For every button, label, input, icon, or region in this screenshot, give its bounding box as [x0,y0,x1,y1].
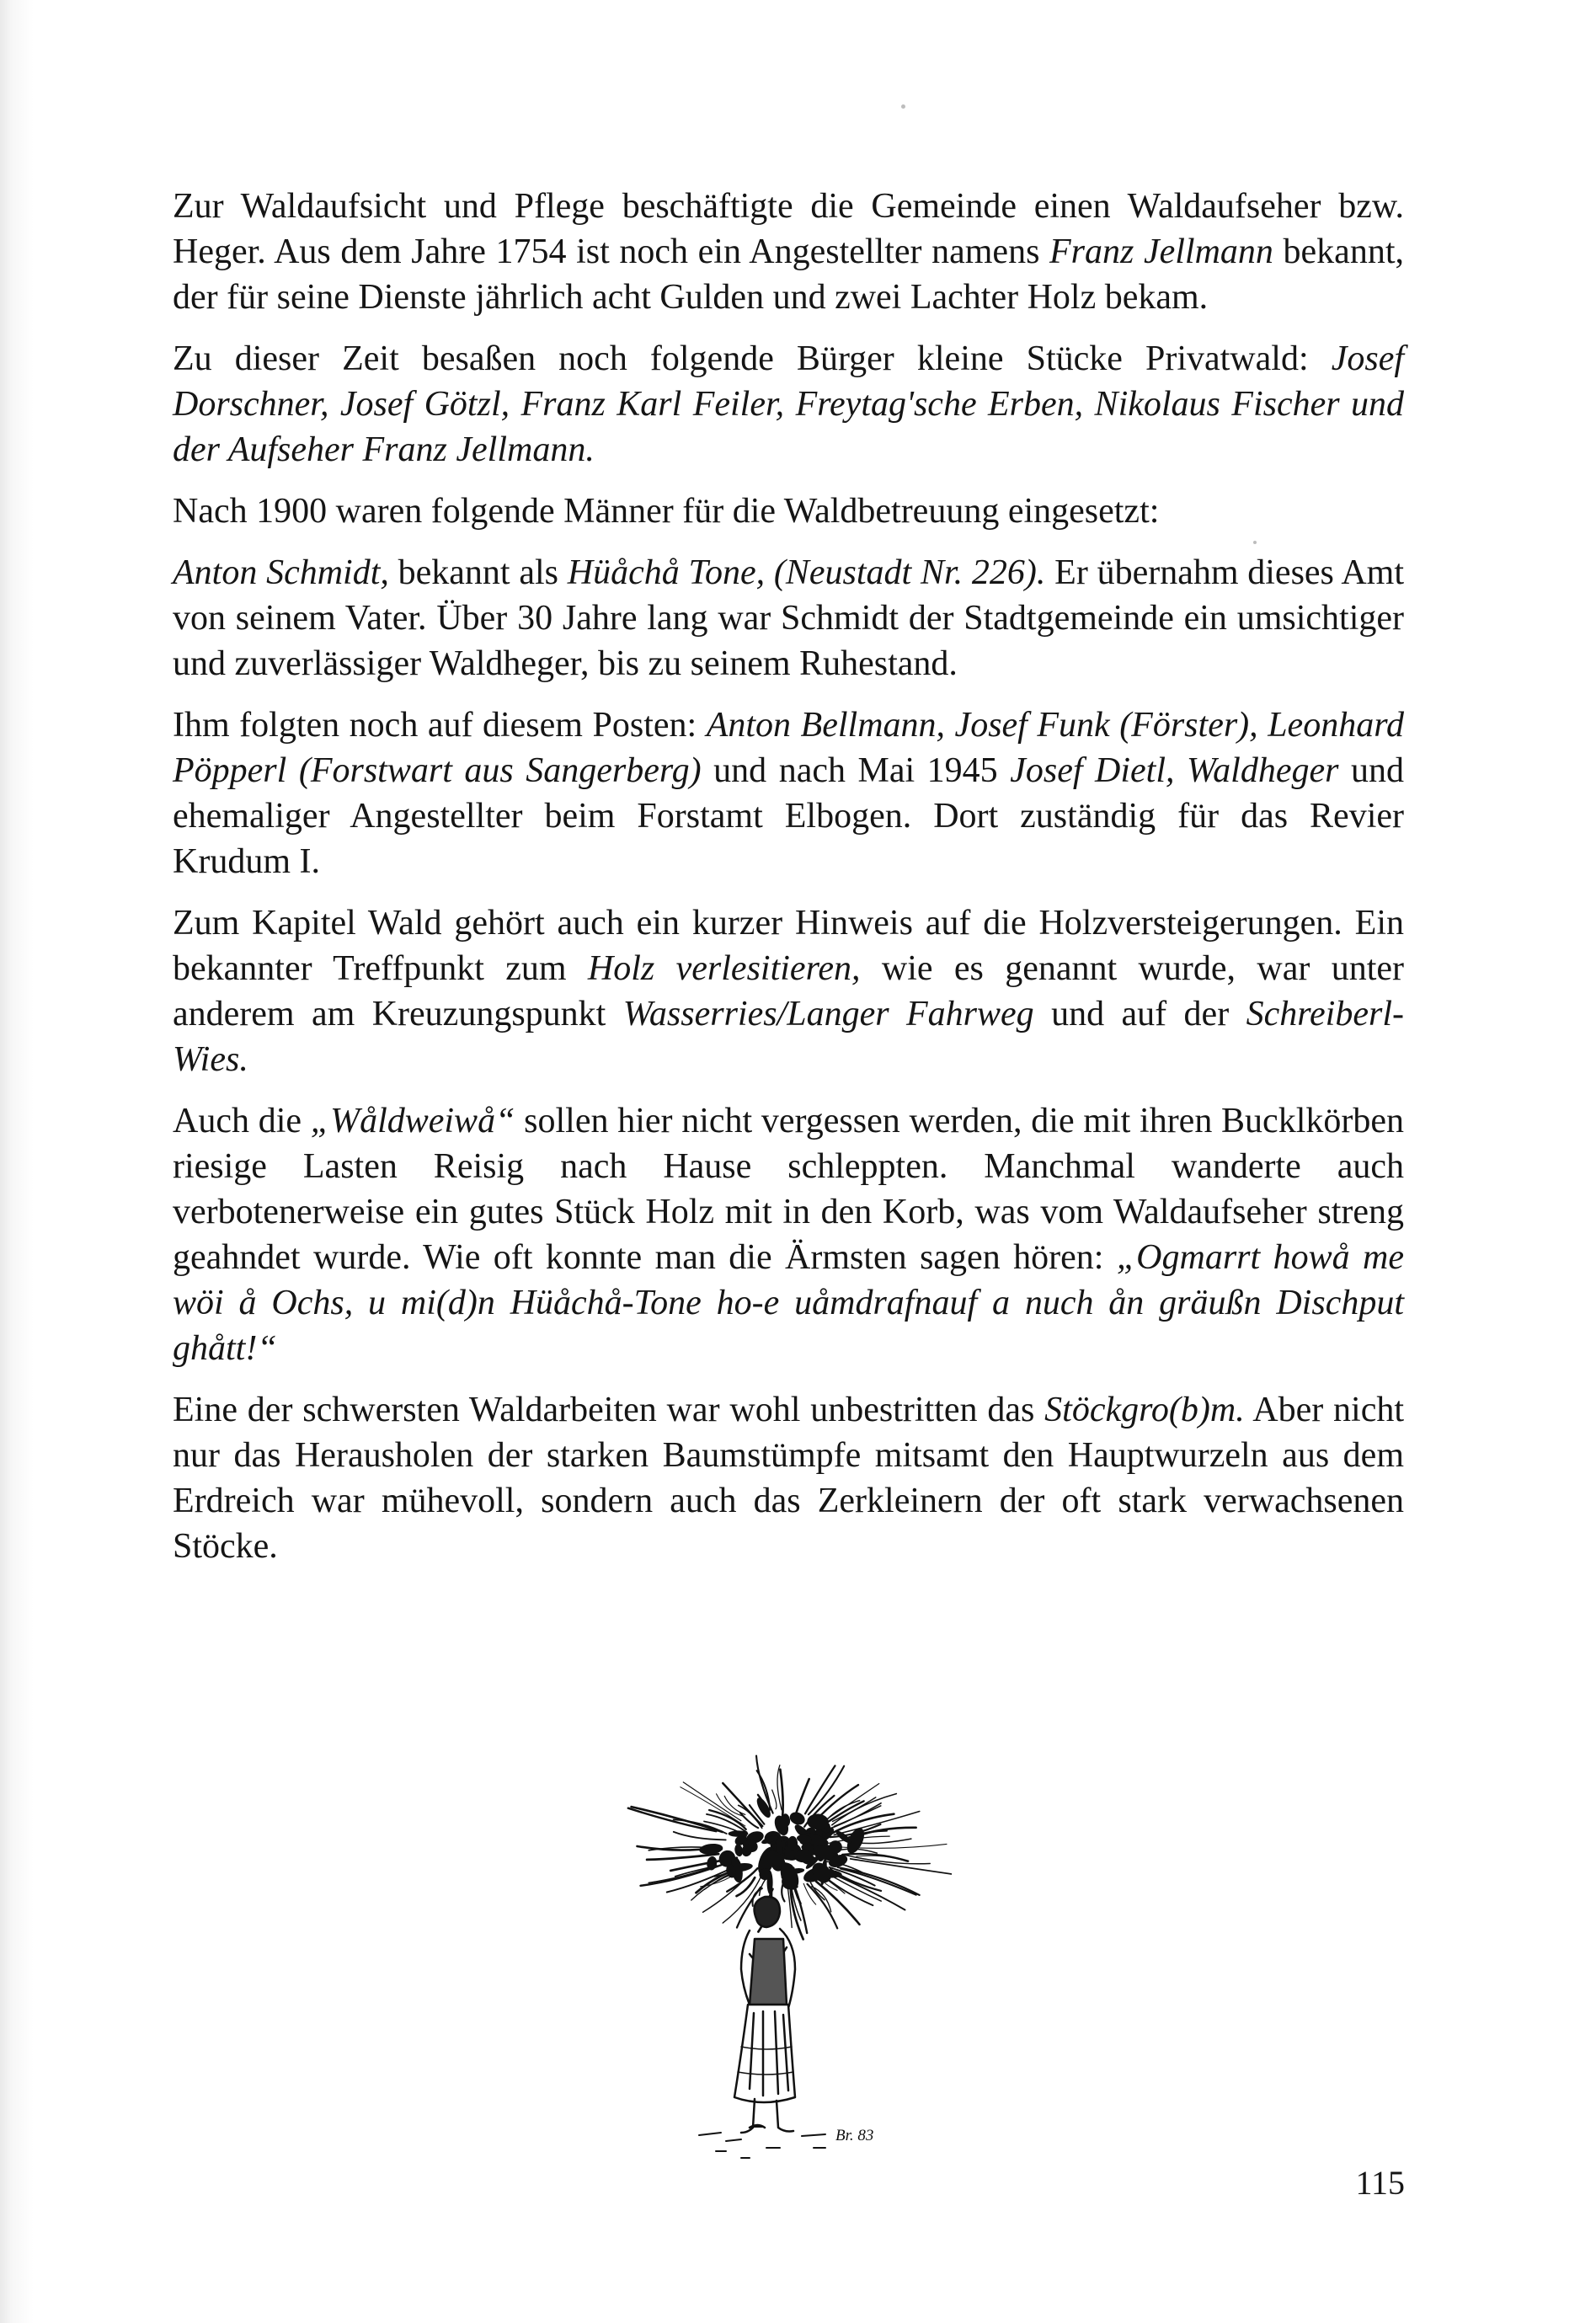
italic-text-run: Josef Dorschner, Josef Götzl, Franz Karl Feiler, Freytag'sche Erben, Nikolaus Fischer und der Aufseher Franz Jellmann. [173,339,1404,469]
text-run: sollen hier nicht vergessen werden, die mit ihren Bucklkörben riesige Lasten Reisig nach Hause schleppten. Manchmal wanderte auch verbotenerweise ein gutes Stück Holz mit in den Korb, was vom Waldaufseher streng geahndet wurde. Wie oft konnte man die Ärmsten sagen hören: [173,1102,1404,1277]
brush-twig [780,1770,782,1821]
illustration-signature: Br. 83 [835,2127,874,2144]
italic-text-run: Franz Jellmann [1049,232,1273,271]
paragraph [173,1387,1404,1569]
paragraph [173,336,1404,473]
italic-text-run: „Wåldweiwå“ [310,1102,515,1140]
paper-speck [901,104,905,109]
text-run: und ehemaliger Angestellter beim Forstamt Elbogen. Dort zuständig für das Revier Krudum I. [173,751,1404,881]
brush-twig [809,1766,844,1815]
paragraph [173,900,1404,1082]
brush-blot [787,1810,807,1828]
italic-text-run: Anton Schmidt, [173,553,389,592]
brush-twig [628,1808,717,1832]
brush-twig [851,1859,952,1875]
text-run: Eine der schwersten Waldarbeiten war wohl unbestritten das [173,1391,1045,1429]
paragraph [173,1098,1404,1371]
italic-text-run: Holz verlesitieren, [587,949,861,988]
italic-text-run: Wasserries/Langer Fahrweg [622,995,1034,1033]
paragraph [173,702,1404,884]
body-text [173,184,1404,1585]
brush-twig [674,1832,726,1840]
woman-carrying-brushwood-drawing [615,1752,952,2165]
italic-text-run: Stöckgro(b)m. [1044,1391,1245,1429]
paragraph [173,489,1404,534]
paragraph [173,184,1404,320]
brush-blot [729,1830,749,1836]
text-run: bekannt, der für seine Dienste jährlich acht Gulden und zwei Lachter Holz bekam. [173,232,1404,317]
brush-twig [824,1801,860,1824]
text-run: Nach 1900 waren folgende Männer für die Waldbetreuung eingesetzt: [173,492,1160,531]
italic-text-run: „Ogmarrt howå me wöi å Ochs, u mi(d)n Hüåchå-Tone ho-e uåmdrafnauf a nuch ån gräußn Dischput ghått!“ [173,1238,1404,1368]
italic-text-run: Anton Bellmann, Josef Funk (Förster), Leonhard Pöpperl (Forstwart aus Sangerberg) [173,706,1404,790]
brush-twig [808,1884,838,1929]
text-run: Er übernahm dieses Amt von seinem Vater. Über 30 Jahre lang war Schmidt der Stadtgemeinde ein umsichtiger und zuverlässiger Waldheger, bis zu seinem Ruhestand. [173,553,1405,683]
text-run: und auf der [1033,995,1246,1033]
brush-twig [647,1854,718,1860]
brush-twig [681,1787,745,1826]
brush-twig [772,1790,777,1809]
text-run: Zu dieser Zeit besaßen noch folgende Bürger kleine Stücke Privatwald: [173,339,1332,378]
text-run: Zur Waldaufsicht und Pflege beschäftigte die Gemeinde einen Waldaufseher bzw. Heger. Aus dem Jahre 1754 ist noch ein Angestellter namens [173,187,1404,271]
italic-text-run: Schreiberl-Wies. [173,995,1404,1079]
text-run: Auch die [173,1102,311,1140]
text-run: Ihm folgten noch auf diesem Posten: [173,706,707,745]
brush-blot [699,1843,723,1856]
text-run: Aber nicht nur das Herausholen der starken Baumstümpfe mitsamt den Hauptwurzeln aus dem Erdreich war mühevoll, sondern auch das Zerkleinern der oft stark verwachsenen Stöcke. [173,1391,1405,1566]
text-run: und nach Mai 1945 [701,751,1011,790]
brush-twig [858,1839,911,1843]
page-number: 115 [1355,2164,1405,2202]
text-run: wie es genannt wurde, war unter anderem am Kreuzungspunkt [173,949,1404,1033]
italic-text-run: Josef Dietl, Waldheger [1010,751,1339,790]
paragraph [173,550,1404,686]
italic-text-run: Hüåchå Tone, (Neustadt Nr. 226). [567,553,1046,592]
text-run: bekannt als [388,553,568,592]
text-run: Zum Kapitel Wald gehört auch ein kurzer Hinweis auf die Holzversteigerungen. Ein bekannter Treffpunkt zum [173,904,1404,988]
